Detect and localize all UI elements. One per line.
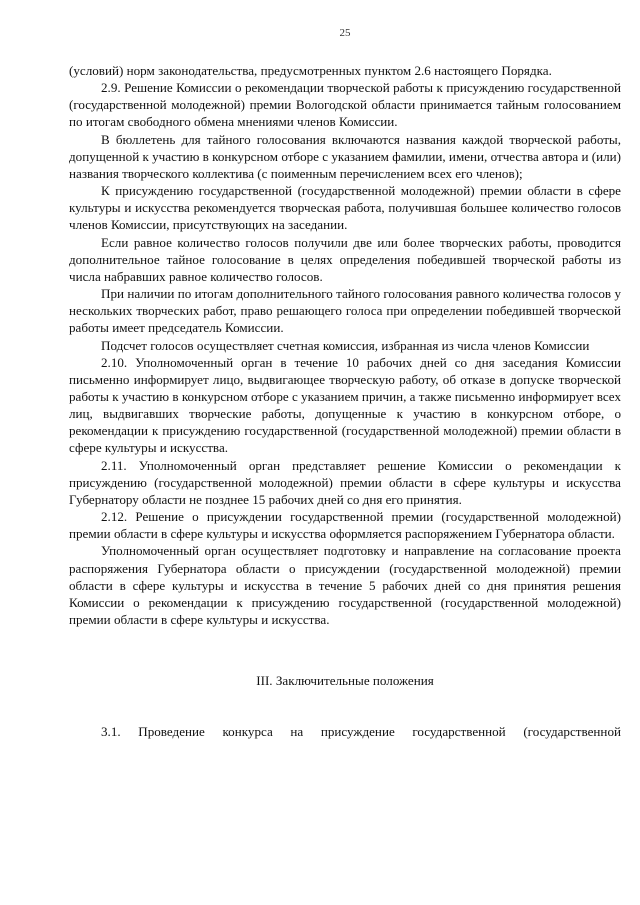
paragraph-3-1: 3.1. Проведение конкурса на присуждение государственной (государственной <box>101 724 621 740</box>
page-number: 25 <box>339 27 351 39</box>
paragraph-preparation: Уполномоченный орган осуществляет подготовку и направление на согласование проекта распоряжения Губернатора области о присуждении (государственной молодежной) премии области в сфере культуры и искусства в течение 5 рабочих дней со дня принятия решения Комиссии о рекомендации к присуждению государственной (государственной молодежной) премии области в сфере культуры и искусства. <box>69 543 621 627</box>
paragraph-recommendation: К присуждению государственной (государственной молодежной) премии области в сфере культуры и искусства рекомендуется творческая работа, получившая большее количество голосов членов Комиссии, присутствующих на заседании. <box>69 183 621 233</box>
paragraph-2-12: 2.12. Решение о присуждении государственной премии (государственной молодежной) премии области в сфере культуры и искусства оформляется распоряжением Губернатора области. <box>69 509 621 542</box>
section-heading: III. Заключительные положения <box>256 673 434 689</box>
paragraph-2-11: 2.11. Уполномоченный орган представляет решение Комиссии о рекомендации к присуждению (государственной молодежной) премии области в сфере культуры и искусства Губернатору области не позднее 15 рабочих дней со дня его принятия. <box>69 457 621 507</box>
paragraph-ballot: В бюллетень для тайного голосования включаются названия каждой творческой работы, допущенной к участию в конкурсном отборе с указанием фамилии, имени, отчества автора и (или) названия творческого коллектива (с поименным перечислением всех его членов); <box>69 131 621 181</box>
paragraph-equal-votes: Если равное количество голосов получили две или более творческих работы, проводится дополнительное тайное голосование в целях определения победившей творческой работы из числа набравших равное количество голосов. <box>69 234 621 284</box>
document-body <box>69 62 621 740</box>
paragraph-2-9: 2.9. Решение Комиссии о рекомендации творческой работы к присуждению государственной (государственной молодежной) премии Вологодской области принимается тайным голосованием по итогам свободного обмена мнениями членов Комиссии. <box>69 80 621 130</box>
paragraph-deciding-vote: При наличии по итогам дополнительного тайного голосования равного количества голосов у нескольких творческих работ, право решающего голоса при определении победившей творческой работы имеет председатель Комиссии. <box>69 286 621 336</box>
document-page <box>69 0 621 905</box>
paragraph-2-10: 2.10. Уполномоченный орган в течение 10 рабочих дней со дня заседания Комиссии письменно информирует лицо, выдвигающее творческую работу, об отказе в допуске творческой работы к участию в конкурсном отборе с указанием причин, а также письменно информирует всех лиц, выдвигавших творческие работы, допущенные к участию в конкурсном отборе, о рекомендации к присуждению государственной (государственной молодежной) премии области в сфере культуры и искусства. <box>69 354 621 456</box>
paragraph-vote-count: Подсчет голосов осуществляет счетная комиссия, избранная из числа членов Комиссии <box>101 337 590 353</box>
paragraph-continuation: (условий) норм законодательства, предусмотренных пунктом 2.6 настоящего Порядка. <box>69 63 552 78</box>
